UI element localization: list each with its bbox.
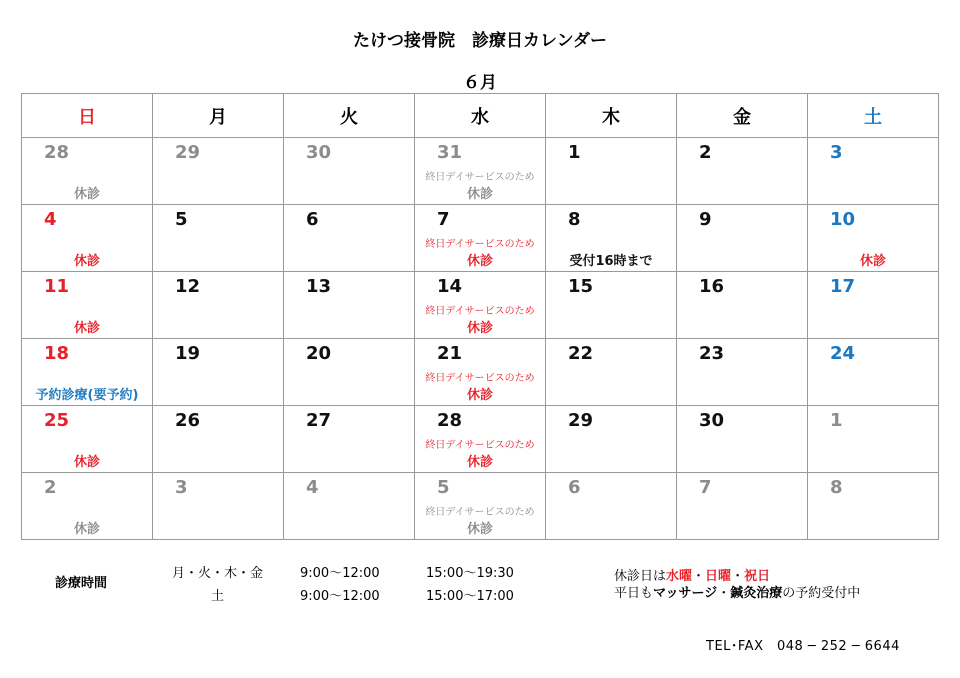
day-number: 10 <box>830 209 856 230</box>
day-status: 休診 <box>466 187 493 202</box>
day-status: 受付16時まで <box>569 254 653 269</box>
calendar-day-cell <box>22 272 153 339</box>
day-number: 4 <box>44 209 57 230</box>
day-number: 8 <box>830 477 843 498</box>
day-status: 休診 <box>466 455 493 470</box>
day-number: 3 <box>830 142 843 163</box>
day-number: 9 <box>699 209 712 230</box>
calendar-body <box>22 138 939 540</box>
day-note: 終日デイサービスのため <box>425 172 535 183</box>
calendar-day-cell <box>808 205 939 272</box>
calendar-day-cell <box>415 138 546 205</box>
day-number: 1 <box>568 142 581 163</box>
day-status: 休診 <box>466 254 493 269</box>
day-number: 19 <box>175 343 201 364</box>
day-number: 5 <box>175 209 188 230</box>
day-number: 17 <box>830 276 856 297</box>
day-number: 15 <box>568 276 594 297</box>
day-number: 25 <box>44 410 70 431</box>
calendar-week-row <box>22 473 939 540</box>
calendar-day-cell <box>284 205 415 272</box>
day-note: 終日デイサービスのため <box>425 373 535 384</box>
day-number: 16 <box>699 276 725 297</box>
hours-morning-weekday: 9:00～12:00 <box>300 566 380 581</box>
calendar-table <box>21 93 939 540</box>
day-number: 2 <box>44 477 57 498</box>
calendar-day-cell <box>415 339 546 406</box>
calendar-day-cell <box>153 272 284 339</box>
weekday-header: 月 <box>153 94 284 138</box>
calendar-day-cell <box>153 406 284 473</box>
day-number: 13 <box>306 276 332 297</box>
calendar-day-cell <box>677 205 808 272</box>
reservation-info <box>614 582 860 601</box>
calendar-day-cell <box>677 138 808 205</box>
day-number: 5 <box>437 477 450 498</box>
calendar-day-cell <box>153 473 284 540</box>
closed-sep-1: ・ <box>692 569 706 584</box>
day-number: 29 <box>175 142 201 163</box>
calendar-day-cell <box>284 272 415 339</box>
day-number: 28 <box>437 410 463 431</box>
closed-days-prefix: 休診日は <box>614 569 667 584</box>
day-number: 11 <box>44 276 70 297</box>
day-number: 1 <box>830 410 843 431</box>
day-number: 7 <box>699 477 712 498</box>
day-number: 22 <box>568 343 594 364</box>
day-number: 31 <box>437 142 463 163</box>
calendar-day-cell <box>677 272 808 339</box>
day-number: 30 <box>699 410 725 431</box>
calendar-day-cell <box>677 406 808 473</box>
day-note: 終日デイサービスのため <box>425 507 535 518</box>
page-title: たけつ接骨院 診療日カレンダー <box>353 31 607 51</box>
calendar-day-cell <box>153 205 284 272</box>
calendar-day-cell <box>808 473 939 540</box>
day-number: 14 <box>437 276 463 297</box>
calendar-day-cell <box>808 339 939 406</box>
calendar-day-cell <box>22 339 153 406</box>
calendar-day-cell <box>153 339 284 406</box>
closed-wednesday: 水曜 <box>666 569 693 584</box>
hours-evening-saturday: 15:00～17:00 <box>426 589 514 604</box>
calendar-day-cell <box>808 272 939 339</box>
day-number: 24 <box>830 343 856 364</box>
weekday-header: 水 <box>415 94 546 138</box>
contact-phone-fax: TEL･FAX 048 ─ 252 ─ 6644 <box>706 639 900 654</box>
day-status: 休診 <box>859 254 886 269</box>
day-number: 20 <box>306 343 332 364</box>
calendar-day-cell <box>284 473 415 540</box>
day-number: 28 <box>44 142 70 163</box>
calendar-day-cell <box>546 339 677 406</box>
closed-holidays: 祝日 <box>744 569 771 584</box>
calendar-week-row <box>22 138 939 205</box>
day-number: 12 <box>175 276 201 297</box>
day-number: 2 <box>699 142 712 163</box>
closed-sunday: 日曜 <box>705 569 732 584</box>
weekday-header: 金 <box>677 94 808 138</box>
day-note: 終日デイサービスのため <box>425 239 535 250</box>
calendar-day-cell <box>22 406 153 473</box>
day-number: 8 <box>568 209 581 230</box>
day-status: 休診 <box>73 254 100 269</box>
day-number: 3 <box>175 477 188 498</box>
day-number: 26 <box>175 410 201 431</box>
day-number: 23 <box>699 343 725 364</box>
day-status: 休診 <box>73 455 100 470</box>
weekday-header: 土 <box>808 94 939 138</box>
reservation-acupuncture: 鍼灸治療 <box>730 586 783 601</box>
weekday-header: 木 <box>546 94 677 138</box>
calendar-day-cell <box>546 138 677 205</box>
day-status: 休診 <box>466 388 493 403</box>
calendar-day-cell <box>808 138 939 205</box>
calendar-day-cell <box>546 272 677 339</box>
calendar-day-cell <box>22 138 153 205</box>
calendar-day-cell <box>415 473 546 540</box>
calendar-day-cell <box>22 205 153 272</box>
weekday-header-row <box>22 94 939 138</box>
hours-label: 診療時間 <box>55 576 108 591</box>
hours-evening-weekday: 15:00～19:30 <box>426 566 514 581</box>
day-number: 4 <box>306 477 319 498</box>
day-number: 27 <box>306 410 332 431</box>
calendar-day-cell <box>808 406 939 473</box>
day-number: 7 <box>437 209 450 230</box>
day-status: 休診 <box>73 187 100 202</box>
day-number: 30 <box>306 142 332 163</box>
day-status: 休診 <box>466 522 493 537</box>
calendar-day-cell <box>546 473 677 540</box>
day-status: 休診 <box>73 522 100 537</box>
day-number: 18 <box>44 343 70 364</box>
calendar-day-cell <box>415 406 546 473</box>
reservation-suffix: の予約受付中 <box>782 586 861 601</box>
day-number: 29 <box>568 410 594 431</box>
hours-days-saturday: 土 <box>210 589 224 604</box>
calendar-day-cell <box>677 339 808 406</box>
calendar-day-cell <box>284 339 415 406</box>
day-note: 終日デイサービスのため <box>425 306 535 317</box>
closed-sep-2: ・ <box>731 569 745 584</box>
weekday-header: 火 <box>284 94 415 138</box>
weekday-header: 日 <box>22 94 153 138</box>
calendar-day-cell <box>415 205 546 272</box>
calendar-day-cell <box>153 138 284 205</box>
calendar-day-cell <box>546 205 677 272</box>
calendar-day-cell <box>677 473 808 540</box>
calendar-week-row <box>22 272 939 339</box>
day-number: 6 <box>306 209 319 230</box>
reservation-sep: ・ <box>717 586 731 601</box>
month-heading: ６月 <box>463 73 497 93</box>
hours-morning-saturday: 9:00～12:00 <box>300 589 380 604</box>
calendar-week-row <box>22 205 939 272</box>
calendar-day-cell <box>415 272 546 339</box>
calendar-day-cell <box>22 473 153 540</box>
calendar-day-cell <box>284 138 415 205</box>
day-number: 6 <box>568 477 581 498</box>
calendar-day-cell <box>546 406 677 473</box>
day-note: 終日デイサービスのため <box>425 440 535 451</box>
calendar-day-cell <box>284 406 415 473</box>
reservation-prefix: 平日も <box>614 586 654 601</box>
day-status: 休診 <box>466 321 493 336</box>
reservation-massage: マッサージ <box>653 586 718 601</box>
day-number: 21 <box>437 343 463 364</box>
hours-days-weekday: 月・火・木・金 <box>171 566 263 581</box>
calendar-week-row <box>22 406 939 473</box>
day-status: 予約診療(要予約) <box>35 388 139 403</box>
calendar-week-row <box>22 339 939 406</box>
day-status: 休診 <box>73 321 100 336</box>
